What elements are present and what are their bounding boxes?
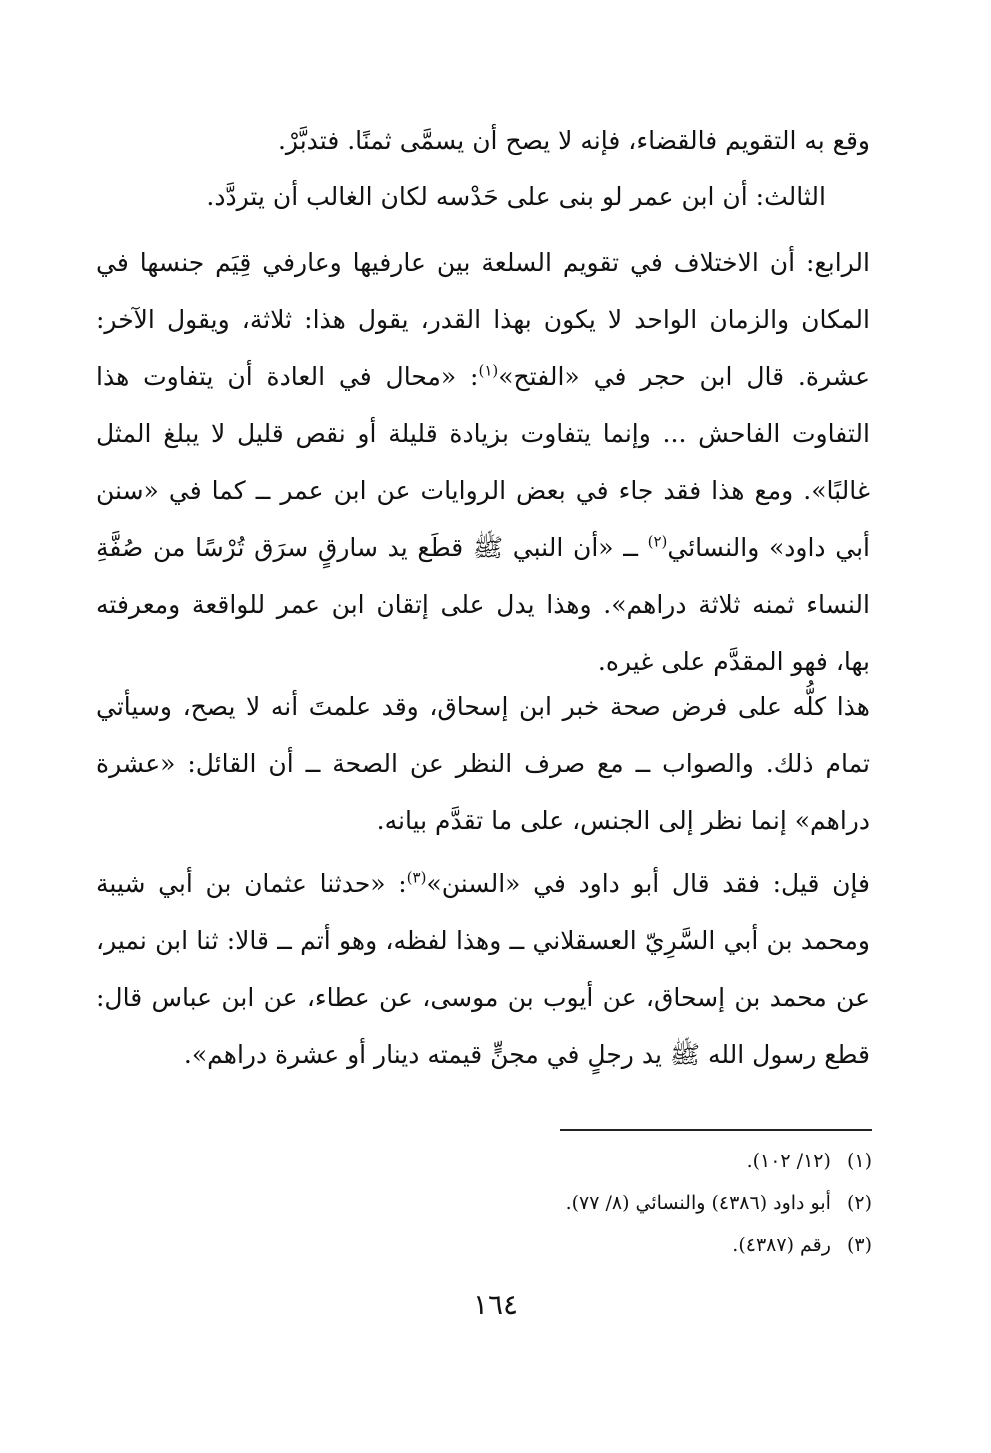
footnote-number: (٣): [846, 1234, 872, 1256]
paragraph-4-block: [96, 678, 870, 849]
paragraph-5-block: [96, 855, 870, 1083]
paragraph-1: وقع به التقويم فالقضاء، فإنه لا يصح أن يسمَّى ثمنًا. فتدبَّرْ.: [277, 126, 870, 155]
footnote-number: (١): [846, 1150, 872, 1172]
footnote-ref-1[interactable]: (١): [478, 361, 499, 380]
paragraph-3-block: [96, 234, 870, 690]
footnote-3: [420, 1224, 872, 1266]
paragraph-3-part-a: الرابع: أن الاختلاف في تقويم السلعة بين عارفيها وعارفي قِيَم جنسها في المكان والزمان الواحد لا يكون بهذا القدر، يقول هذا: ثلاثة، ويقول الآخر: عشرة. قال ابن حجر في «الفتح»: [96, 248, 870, 391]
paragraph-2-block: [96, 168, 826, 225]
paragraph-3-part-b: : «محال في العادة أن يتفاوت هذا التفاوت الفاحش ... وإنما يتفاوت بزيادة قليلة أو نقص قليل لا يبلغ المثل غالبًا». ومع هذا فقد جاء في بعض الروايات عن ابن عمر ــ كما في «سنن أبي داود» والنسائي: [96, 362, 870, 562]
paragraph-1-block: [96, 112, 870, 169]
footnotes: [420, 1140, 872, 1266]
paragraph-3: [96, 234, 870, 690]
footnote-ref-2[interactable]: (٢): [647, 532, 668, 551]
paragraph-3-part-c: ــ «أن النبي ﷺ قطَع يد سارقٍ سرَق تُرْسًا من صُفَّةِ النساء ثمنه ثلاثة دراهم». وهذا يدل على إتقان ابن عمر للواقعة ومعرفته بها، فهو المقدَّم على غيره.: [96, 533, 870, 676]
paragraph-5: [96, 855, 870, 1083]
paragraph-5-part-a: فإن قيل: فقد قال أبو داود في «السنن»: [426, 869, 870, 898]
page-number: ١٦٤: [472, 1288, 519, 1321]
footnote-text: رقم (٤٣٨٧).: [732, 1234, 831, 1256]
paragraph-4: هذا كلُّه على فرض صحة خبر ابن إسحاق، وقد علمتَ أنه لا يصح، وسيأتي تمام ذلك. والصواب ــ مع صرف النظر عن الصحة ــ أن القائل: «عشرة دراهم» إنما نظر إلى الجنس، على ما تقدَّم بيانه.: [96, 692, 870, 835]
footnote-2: [420, 1182, 872, 1224]
footnote-number: (٢): [846, 1192, 872, 1214]
footnote-separator: [560, 1129, 872, 1131]
paragraph-2: الثالث: أن ابن عمر لو بنى على حَدْسه لكان الغالب أن يتردَّد.: [206, 182, 826, 211]
footnote-ref-3[interactable]: (٣): [406, 868, 427, 887]
footnote-text: أبو داود (٤٣٨٦) والنسائي (٨/ ٧٧).: [565, 1192, 831, 1214]
footnote-text: (١٢/ ١٠٢).: [746, 1150, 831, 1172]
paragraph-5-part-b: : «حدثنا عثمان بن أبي شيبة ومحمد بن أبي السَّرِيّ العسقلاني ــ وهذا لفظه، وهو أتم ــ قالا: ثنا ابن نمير، عن محمد بن إسحاق، عن أيوب بن موسى، عن عطاء، عن ابن عباس قال: قطع رسول الله ﷺ يد رجلٍ في مجنٍّ قيمته دينار أو عشرة دراهم».: [96, 869, 870, 1069]
footnote-1: [420, 1140, 872, 1182]
